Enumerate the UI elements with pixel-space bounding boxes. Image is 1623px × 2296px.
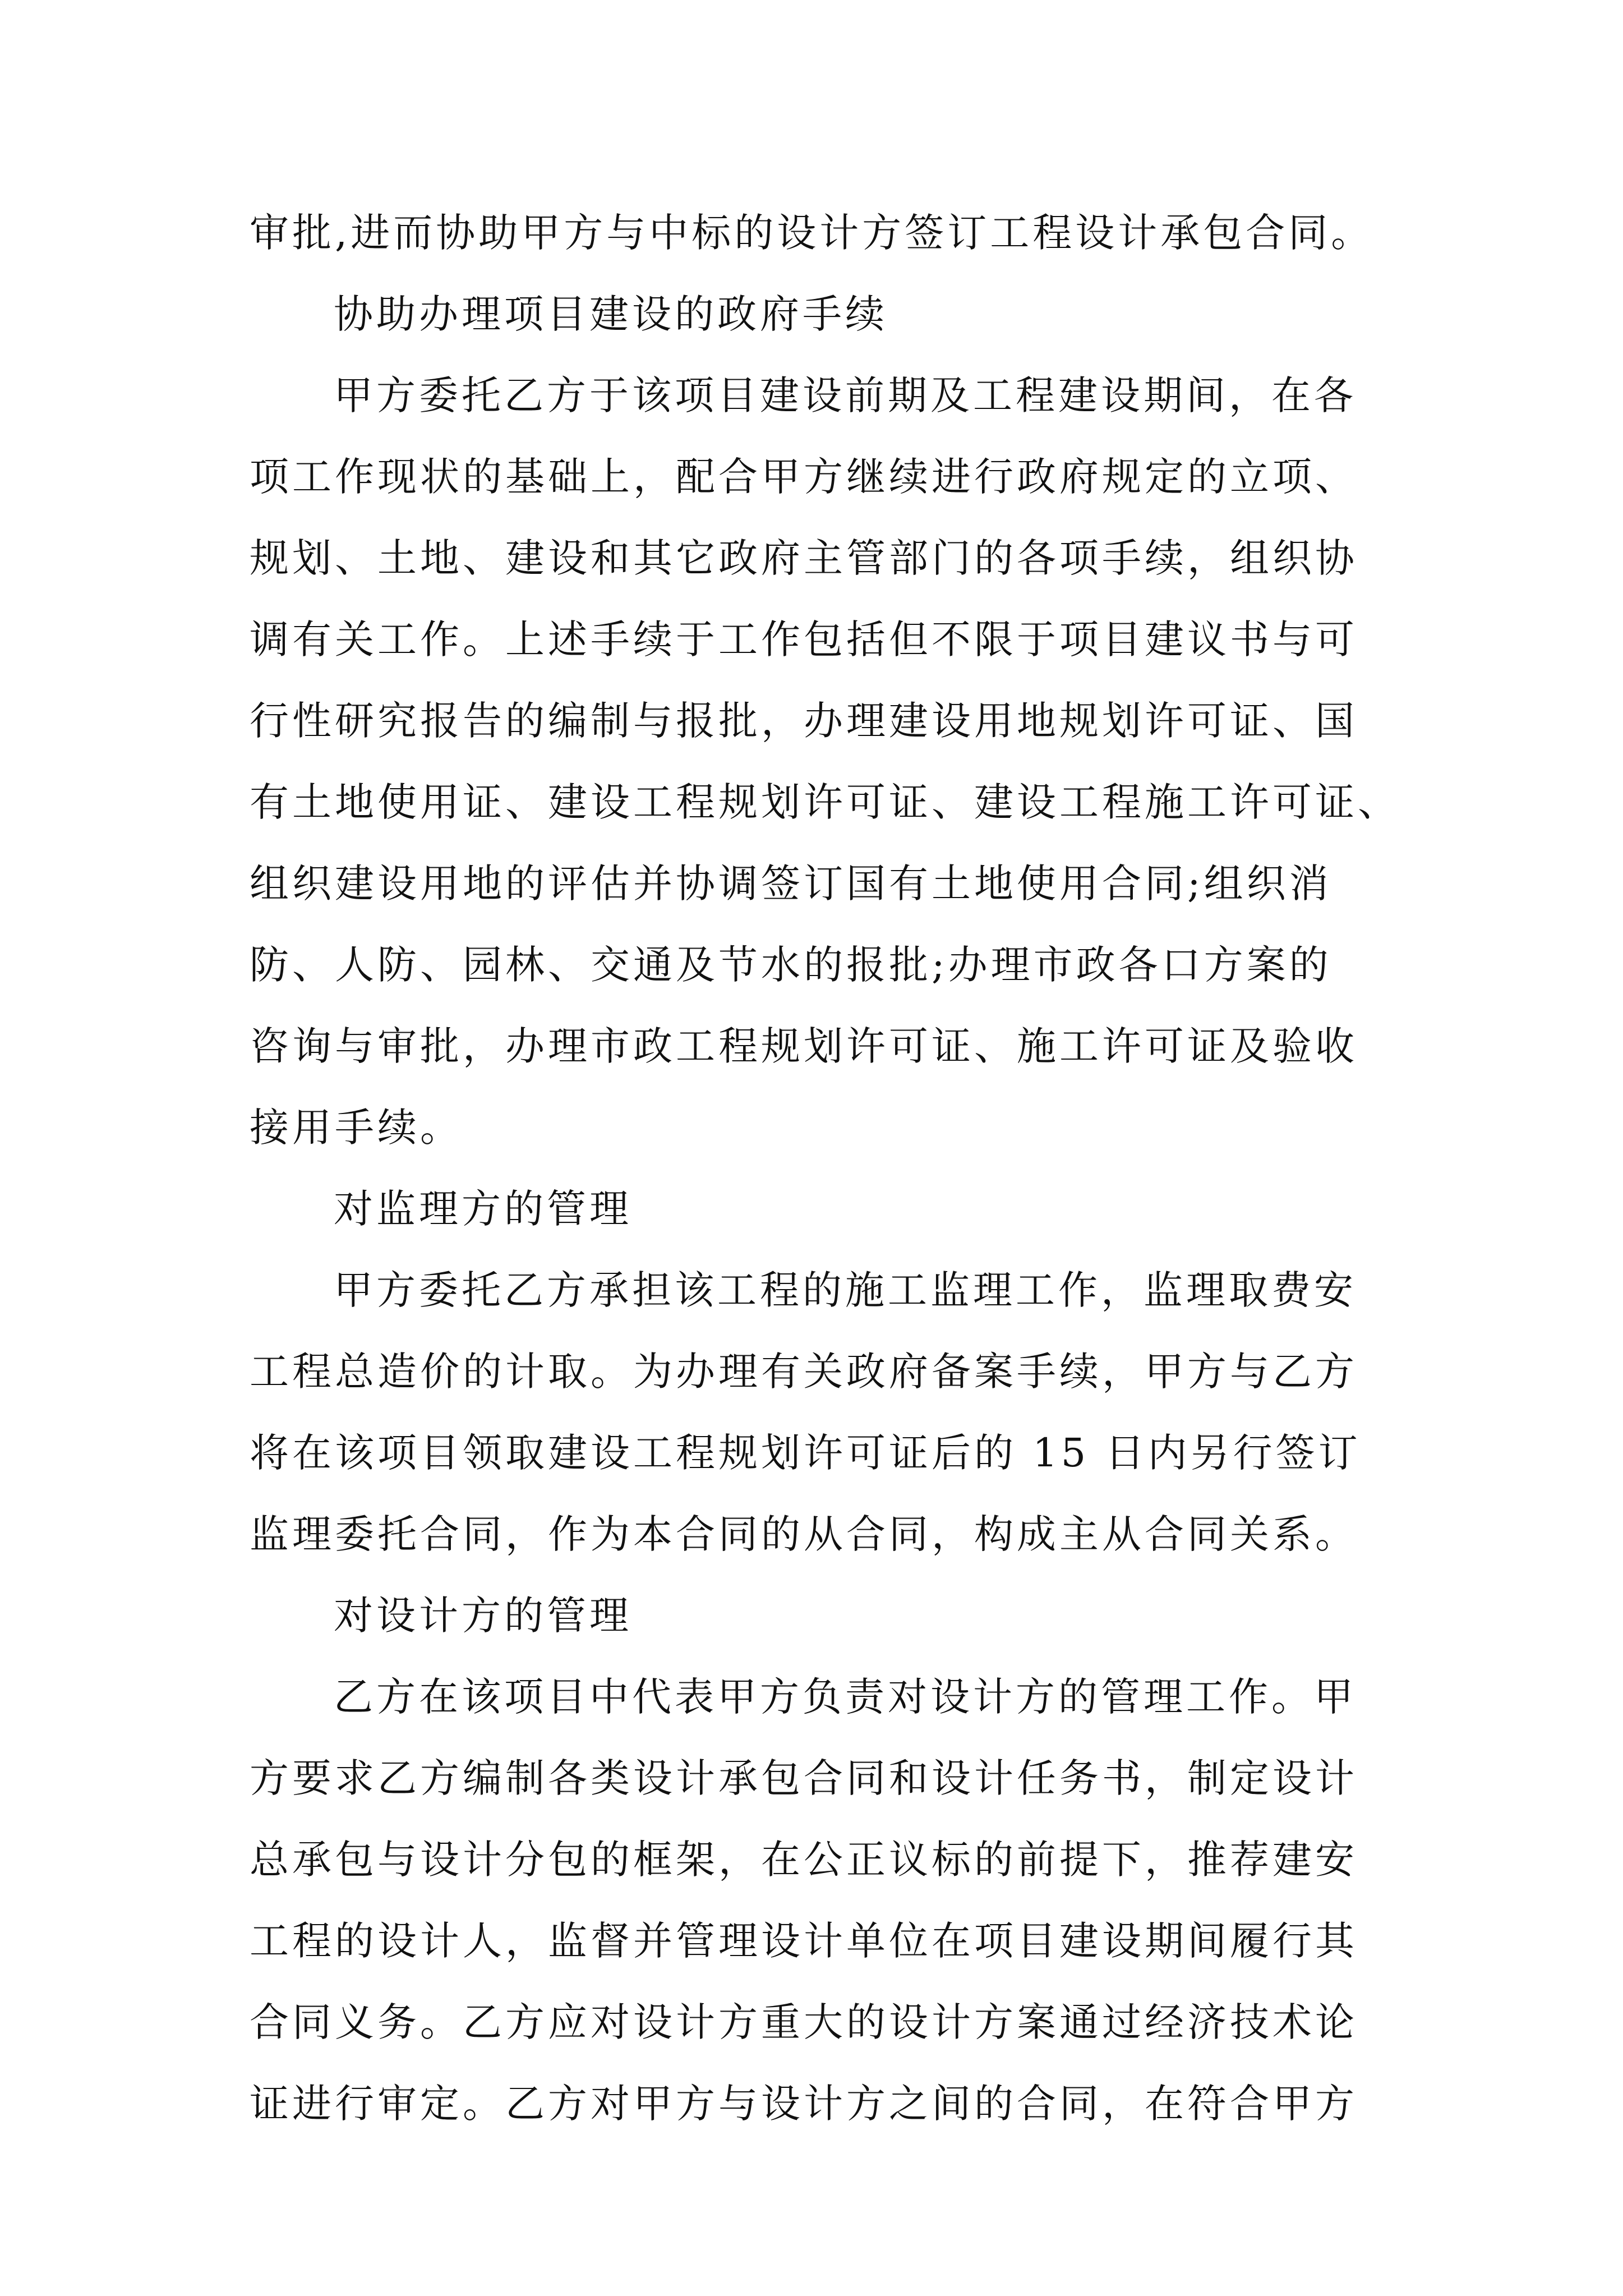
text-line: 乙方在该项目中代表甲方负责对设计方的管理工作。甲 xyxy=(334,1674,1357,1720)
text-line: 调有关工作。上述手续于工作包括但不限于项目建议书与可 xyxy=(250,616,1358,662)
text-line: 防、人防、园林、交通及节水的报批;办理市政各口方案的 xyxy=(250,942,1332,988)
text-line: 监理委托合同，作为本合同的从合同，构成主从合同关系。 xyxy=(250,1511,1358,1557)
text-line: 证进行审定。乙方对甲方与设计方之间的合同，在符合甲方 xyxy=(250,2081,1358,2127)
section-heading: 对设计方的管理 xyxy=(334,1593,632,1639)
section-heading: 协助办理项目建设的政府手续 xyxy=(334,291,888,337)
section-heading: 对监理方的管理 xyxy=(334,1186,632,1232)
text-line: 审批,进而协助甲方与中标的设计方签订工程设计承包合同。 xyxy=(250,210,1374,256)
text-line: 工程总造价的计取。为办理有关政府备案手续，甲方与乙方 xyxy=(250,1349,1358,1395)
text-line: 接用手续。 xyxy=(250,1105,463,1151)
text-line: 总承包与设计分包的框架，在公正议标的前提下，推荐建安 xyxy=(250,1837,1358,1883)
text-line: 规划、土地、建设和其它政府主管部门的各项手续，组织协 xyxy=(250,535,1358,581)
text-line: 将在该项目领取建设工程规划许可证后的 15 日内另行签订 xyxy=(250,1430,1361,1476)
text-line: 甲方委托乙方承担该工程的施工监理工作，监理取费安 xyxy=(334,1267,1357,1313)
text-line: 工程的设计人，监督并管理设计单位在项目建设期间履行其 xyxy=(250,1918,1358,1964)
text-line: 合同义务。乙方应对设计方重大的设计方案通过经济技术论 xyxy=(250,1999,1358,2045)
text-line: 行性研究报告的编制与报批，办理建设用地规划许可证、国 xyxy=(250,698,1358,744)
text-line: 有土地使用证、建设工程规划许可证、建设工程施工许可证、 xyxy=(250,779,1400,825)
text-line: 咨询与审批，办理市政工程规划许可证、施工许可证及验收 xyxy=(250,1023,1358,1069)
text-line: 方要求乙方编制各类设计承包合同和设计任务书，制定设计 xyxy=(250,1755,1358,1801)
text-line: 组织建设用地的评估并协调签订国有土地使用合同;组织消 xyxy=(250,861,1332,907)
text-line: 项工作现状的基础上，配合甲方继续进行政府规定的立项、 xyxy=(250,454,1358,500)
text-line: 甲方委托乙方于该项目建设前期及工程建设期间，在各 xyxy=(334,372,1357,418)
